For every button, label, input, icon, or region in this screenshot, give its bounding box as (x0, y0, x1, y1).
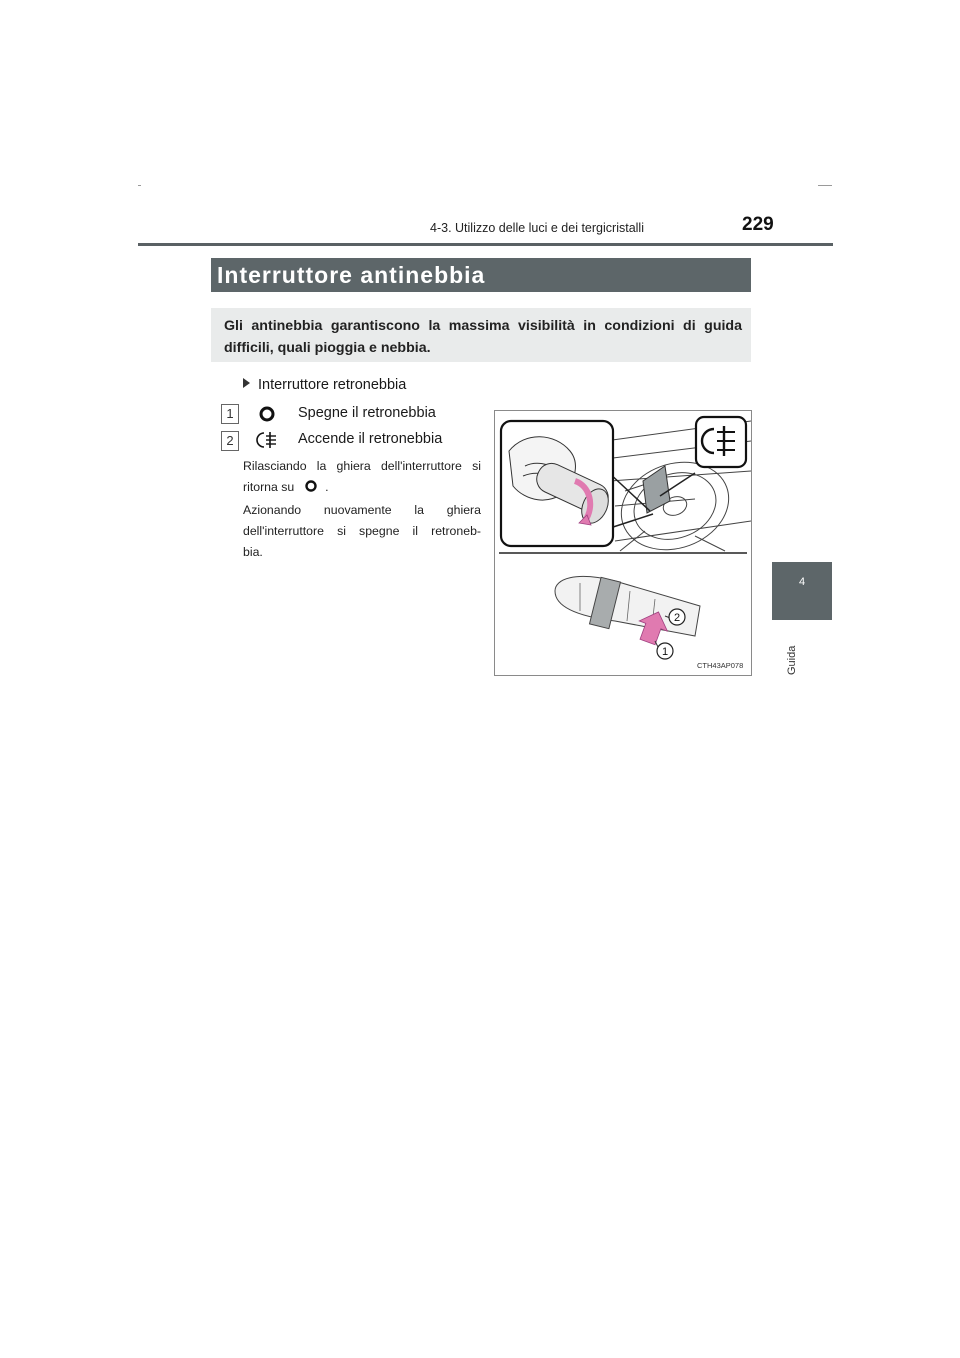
header-divider (138, 243, 833, 246)
note-1-line-2: ritorna su . (243, 480, 329, 494)
note-1-line-1: Rilasciando la ghiera dell'interruttore si (243, 459, 481, 473)
bullet-heading (243, 377, 406, 393)
item-number-2: 2 (221, 431, 239, 451)
item-number-1: 1 (221, 404, 239, 424)
crop-mark-right (818, 185, 832, 186)
fog-light-off-icon (258, 405, 276, 423)
callout-1: 1 (661, 646, 669, 658)
page-number: 229 (742, 214, 774, 235)
item-label-2: Accende il retronebbia (298, 431, 443, 447)
item-label-1: Spegne il retronebbia (298, 405, 436, 421)
chapter-number: 4 (798, 576, 806, 588)
section-title: Interruttore antinebbia (217, 262, 486, 288)
note-2-line-3: bia. (243, 545, 263, 559)
bullet-arrow-icon (243, 378, 250, 388)
fog-light-off-inline-icon (304, 479, 318, 493)
rear-fog-light-icon (255, 430, 279, 450)
intro-text: Gli antinebbia garantiscono la massima visibilità in condizioni di guida difficili, quali pioggia e nebbia. (224, 318, 742, 356)
fog-switch-illustration (494, 410, 752, 676)
note-2-line-2: dell'interruttore si spegne il retroneb- (243, 524, 481, 538)
callout-2: 2 (673, 612, 681, 624)
crop-mark-left (138, 185, 141, 186)
chapter-label: Guida (786, 645, 798, 675)
section-breadcrumb: 4-3. Utilizzo delle luci e dei tergicristalli (430, 221, 644, 235)
figure-code: CTH43AP078 (697, 661, 744, 670)
bullet-text: Interruttore retronebbia (258, 377, 407, 393)
chapter-tab (772, 562, 832, 620)
note-2-line-1: Azionando nuovamente la ghiera (243, 503, 481, 517)
